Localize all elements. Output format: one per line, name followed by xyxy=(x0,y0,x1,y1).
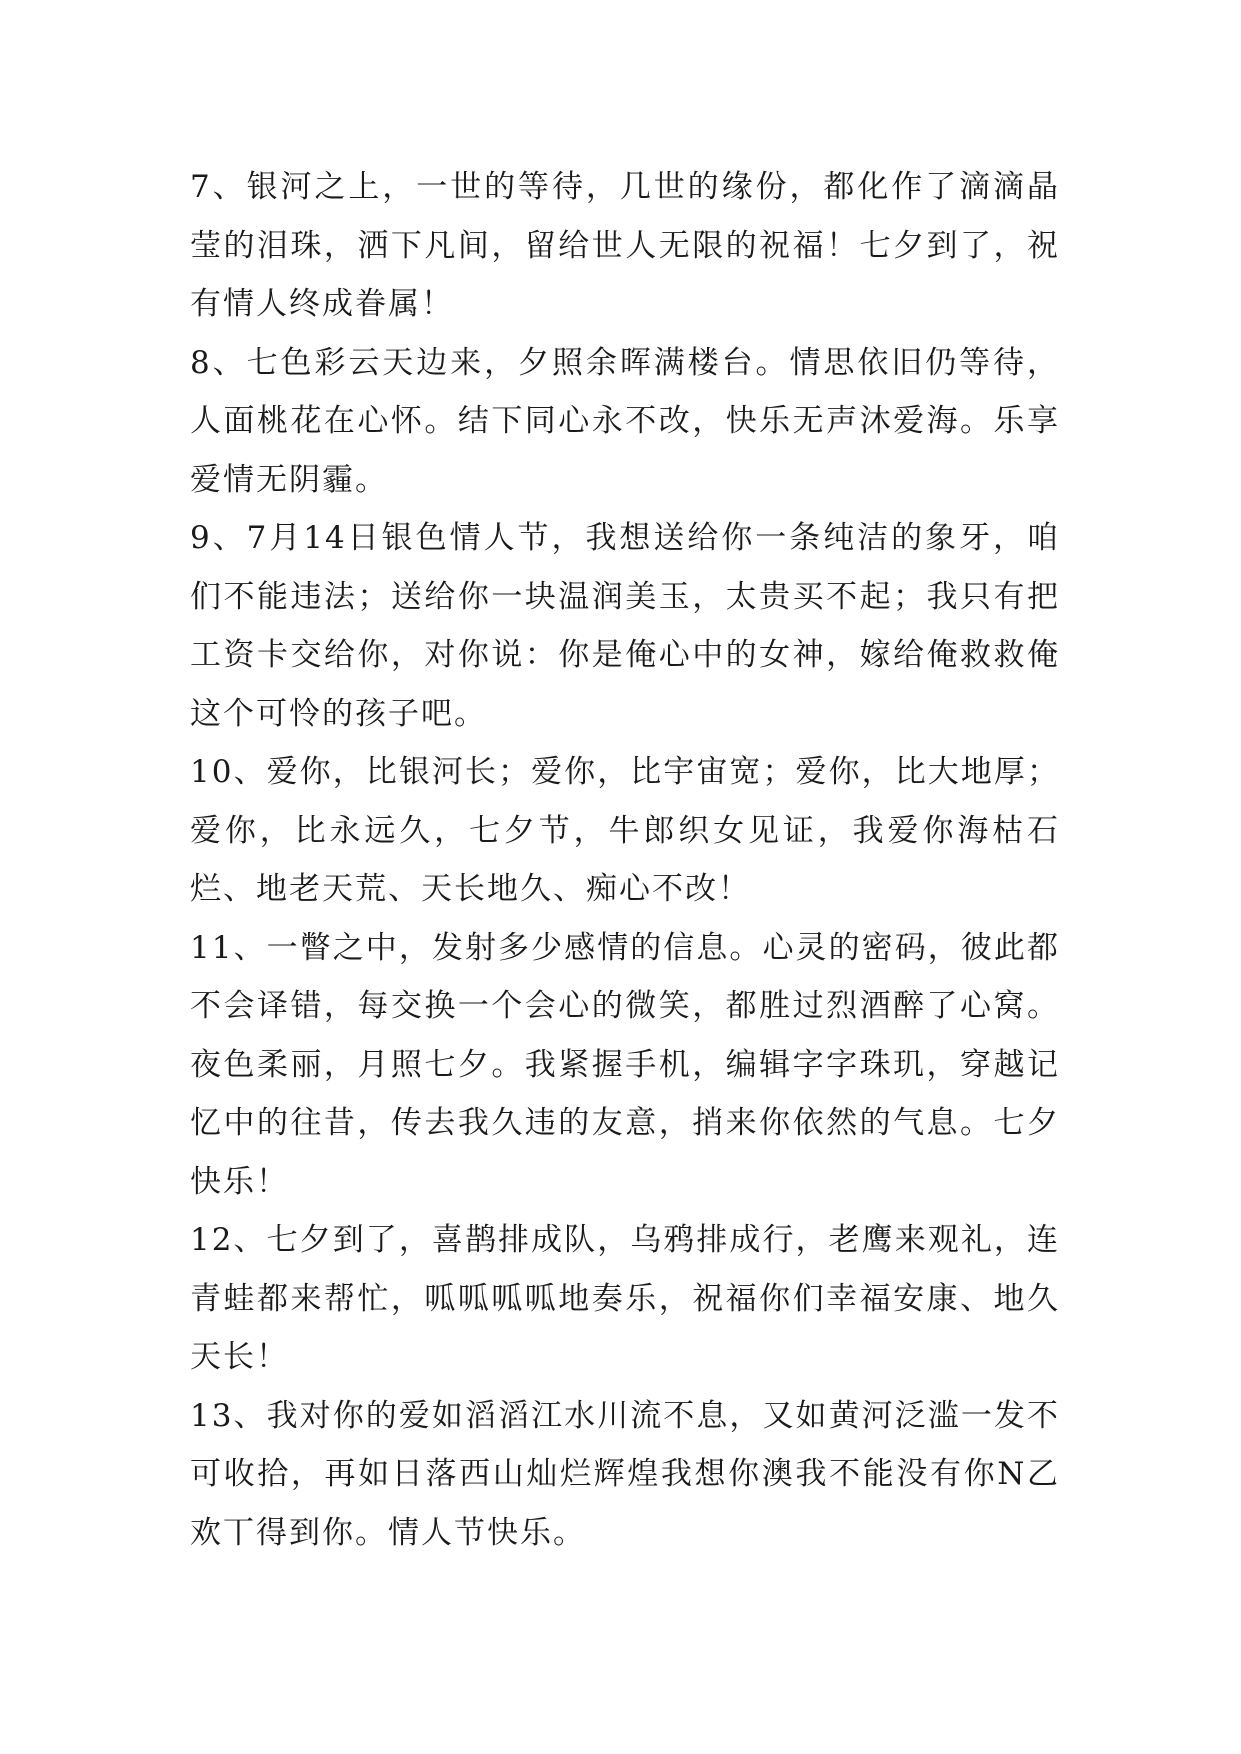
document-body xyxy=(190,158,1060,1562)
paragraph-9: 9、7月14日银色情人节，我想送给你一条纯洁的象牙，咱们不能违法；送给你一块温润美玉，太贵买不起；我只有把工资卡交给你，对你说：你是俺心中的女神，嫁给俺救救俺这个可怜的孩子吧。 xyxy=(190,520,1060,732)
paragraph-13: 13、我对你的爱如滔滔江水川流不息，又如黄河泛滥一发不可收拾，再如日落西山灿烂辉煌我想你澳我不能没有你N乙欢丅得到你。情人节快乐。 xyxy=(190,1397,1060,1551)
paragraph-10: 10、爱你，比银河长；爱你，比宇宙宽；爱你，比大地厚；爱你，比永远久，七夕节，牛郎织女见证，我爱你海枯石烂、地老天荒、天长地久、痴心不改！ xyxy=(190,754,1060,907)
paragraph-8: 8、七色彩云天边来，夕照余晖满楼台。情思依旧仍等待，人面桃花在心怀。结下同心永不改，快乐无声沐爱海。乐享爱情无阴霾。 xyxy=(190,344,1060,498)
paragraph-11: 11、一瞥之中，发射多少感情的信息。心灵的密码，彼此都不会译错，每交换一个会心的微笑，都胜过烈酒醉了心窝。夜色柔丽，月照七夕。我紧握手机，编辑字字珠玑，穿越记忆中的往昔，传去我久违的友意，捎来你依然的气息。七夕快乐！ xyxy=(190,929,1060,1200)
paragraph-7: 7、银河之上，一世的等待，几世的缘份，都化作了滴滴晶莹的泪珠，洒下凡间，留给世人无限的祝福！七夕到了，祝有情人终成眷属！ xyxy=(190,169,1060,322)
paragraph-12: 12、七夕到了，喜鹊排成队，乌鸦排成行，老鹰来观礼，连青蛙都来帮忙，呱呱呱呱地奏乐，祝福你们幸福安康、地久天长！ xyxy=(190,1222,1060,1375)
